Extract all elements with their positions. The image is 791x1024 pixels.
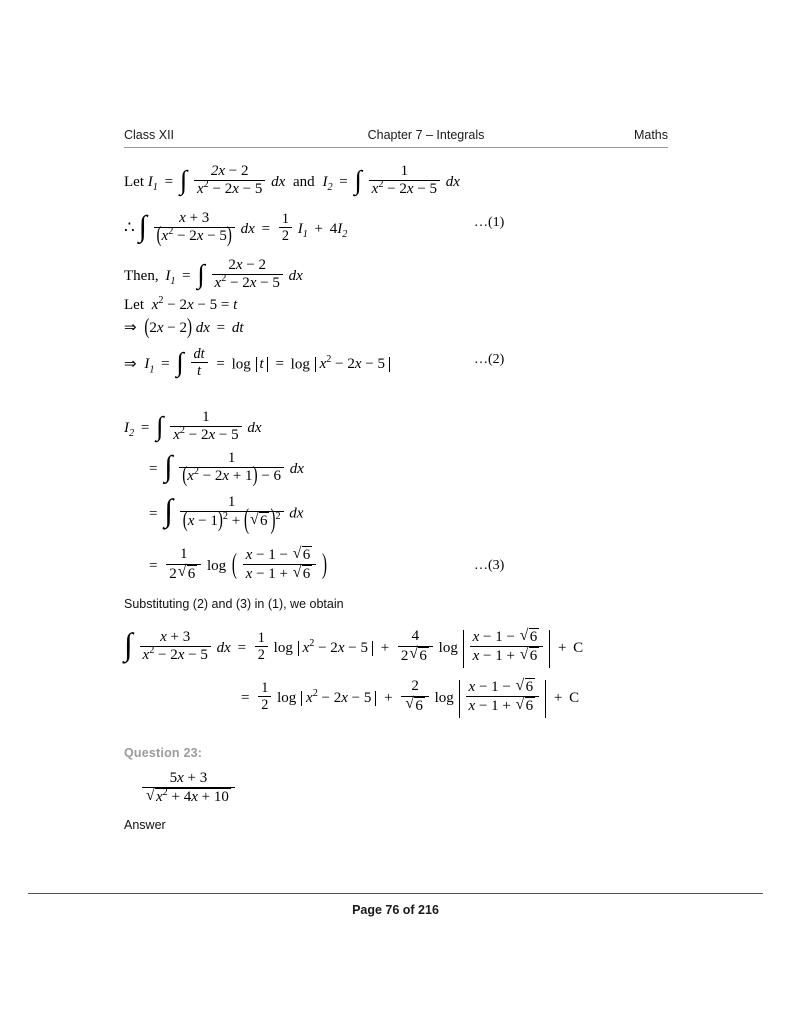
- math-line-then-i1: Then, $I_1$ = ∫ $\frac{2x - 2}{x^2 - 2x - 5}$ dx: [124, 256, 303, 291]
- fraction-numerator: x − 1 − √ 6: [470, 628, 544, 647]
- implies-arrow: ⇒: [124, 356, 137, 373]
- question-label: Question 23:: [124, 746, 203, 760]
- fraction-numerator: 2: [401, 678, 429, 696]
- fraction-denominator: t: [197, 363, 202, 380]
- fraction-numerator: 1: [170, 409, 241, 427]
- fraction-denominator: x − 1 + √ 6: [466, 697, 540, 715]
- fraction-denominator: 2 √ 6: [166, 565, 201, 583]
- equation-tag-3: …(3): [474, 558, 505, 573]
- math-line-differential: ⇒ (2x − 2) dx = dt: [124, 316, 244, 340]
- fraction-numerator: 1: [180, 494, 284, 512]
- math-line-i2-step2: = ∫ $\frac{1}{(x^2 - 2x + 1) - 6}$ dx: [149, 449, 304, 488]
- math-line-final-2: = $\frac{1}{2}$ $\log x^2 - 2x - 5$ + 2 √ 6 log $\frac{x - 1 - √ 6}{x - 1 + √ 6}$ + C: [238, 680, 579, 718]
- absolute-value: [459, 680, 547, 718]
- math-line-i2-step4: = $\frac{1}{2 √ 6}$ log ( $\frac{x - 1 - √ 6}{x - 1 + √ 6}$ ): [146, 548, 327, 586]
- fraction-numerator: x + 3: [140, 629, 211, 647]
- absolute-value: $x^2 - 2x - 5$: [315, 357, 390, 372]
- math-line-let-t: Let $x^2 - 2x - 5 = t$: [124, 295, 238, 313]
- fraction-numerator: 2x − 2: [212, 257, 283, 275]
- header-subject: Maths: [633, 128, 668, 142]
- header-class: Class XII: [124, 128, 175, 142]
- fraction-numerator: x − 1 − √ 6: [243, 546, 317, 565]
- math-line-let-i1: Let $I_1$ = ∫ $\frac{2x - 2}{x^2 - 2x - 5}$ dx and $I_2$ = ∫ $\frac{1}{x^2 - 2x - 5}$ dx: [124, 162, 460, 197]
- integral-sign: ∫: [156, 411, 164, 442]
- fraction-denominator: $(x - 1)^2$ + ( √ 6 )$^2$: [180, 512, 284, 530]
- fraction-numerator: x + 3: [154, 210, 235, 228]
- fraction-numerator: 1: [166, 546, 201, 564]
- integral-sign: ∫: [354, 165, 362, 196]
- page-footer: Page 76 of 216: [352, 903, 439, 917]
- fraction-denominator: 2: [257, 647, 265, 664]
- fraction-denominator: x − 1 + √ 6: [243, 565, 317, 583]
- fraction-denominator: $x^2 - 2x - 5$: [142, 645, 208, 663]
- equation-tag-1: …(1): [474, 215, 505, 230]
- integral-sign: ∫: [197, 259, 205, 290]
- fraction-denominator: x − 1 + √ 6: [470, 647, 544, 665]
- fraction-denominator: √ $x^2 + 4x + 10$: [142, 788, 235, 806]
- fraction-denominator: $x^2 - 2x - 5$: [214, 273, 280, 291]
- fraction-numerator: 1: [279, 211, 292, 228]
- fraction-numerator: 5x + 3: [142, 770, 235, 788]
- therefore-symbol: ∴: [124, 218, 135, 238]
- fraction-numerator: 2x − 2: [194, 163, 265, 181]
- page-header: [124, 128, 668, 142]
- fraction-numerator: 1: [258, 680, 271, 697]
- fraction-denominator: 2: [281, 228, 289, 245]
- fraction-numerator: 1: [369, 163, 440, 181]
- answer-label: Answer: [124, 818, 166, 832]
- fraction-numerator: x − 1 − √ 6: [466, 678, 540, 697]
- fraction-denominator: $x^2 - 2x - 5$: [371, 179, 438, 197]
- absolute-value: [463, 630, 551, 668]
- header-chapter: Chapter 7 – Integrals: [367, 128, 485, 142]
- absolute-value: $x^2 - 2x - 5$: [301, 691, 376, 706]
- math-line-i2-definition: $I_2$ = ∫ $\frac{1}{x^2 - 2x - 5}$ dx: [124, 408, 262, 443]
- integral-sign: ∫: [164, 450, 173, 484]
- absolute-value: t: [256, 357, 268, 372]
- math-line-i2-step3: = ∫ $\frac{1}{(x - 1)^2 + ( √ 6 )^2}$ dx: [146, 496, 303, 533]
- fraction-denominator: 2: [261, 697, 269, 714]
- implies-arrow: ⇒: [124, 320, 137, 336]
- integral-sign: ∫: [176, 347, 184, 378]
- fraction-denominator: $x^2 - 2x - 5$: [173, 425, 239, 443]
- fraction-numerator: 4: [398, 628, 433, 646]
- footer-divider: [28, 893, 763, 894]
- math-line-i1-result: ⇒ $I_1$ = ∫ $\frac{dt}{t}$ = $\log t = \log x^2 - 2x - 5$: [124, 348, 391, 382]
- fraction-numerator: 1: [255, 630, 268, 647]
- absolute-value: $x^2 - 2x - 5$: [298, 641, 373, 656]
- integral-sign: ∫: [179, 165, 188, 196]
- header-divider: [124, 147, 668, 148]
- math-line-therefore: ∴ ∫ $\frac{x + 3}{(x^2 - 2x - 5)}$ dx = $\frac{1}{2}$ $I_1 + 4I_2$: [124, 209, 348, 248]
- question-expression: [140, 769, 237, 809]
- fraction-denominator: $(x^2 - 2x - 5)$: [156, 224, 232, 248]
- integral-sign: ∫: [124, 626, 133, 663]
- substituting-text: Substituting (2) and (3) in (1), we obtain: [124, 597, 344, 611]
- fraction-denominator: $(x^2 - 2x + 1) - 6$: [182, 464, 282, 488]
- fraction-denominator: 2 √ 6: [398, 647, 433, 665]
- substitution-expression: $x^2 - 2x - 5 = t$: [151, 295, 238, 313]
- math-line-final-1: ∫ $\frac{x + 3}{x^2 - 2x - 5}$ dx = $\frac{1}{2}$ $\log x^2 - 2x - 5$ + $\frac{4}{2 √ 6}$ log $\frac{x - 1 - √ 6}{x - 1 + √ 6}$ + C: [124, 630, 583, 668]
- fraction-denominator: √ 6: [401, 697, 429, 715]
- fraction-numerator: 1: [179, 450, 284, 468]
- equation-tag-2: …(2): [474, 352, 505, 367]
- integral-sign: ∫: [138, 210, 147, 244]
- fraction-denominator: $x^2 - 2x - 5$: [196, 179, 263, 197]
- integral-sign: ∫: [164, 491, 173, 528]
- fraction-numerator: dt: [191, 346, 208, 363]
